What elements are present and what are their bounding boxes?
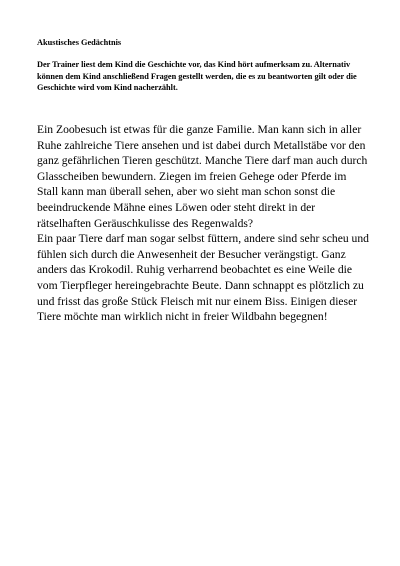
story-text	[37, 122, 369, 325]
story-paragraph: Ein paar Tiere darf man sogar selbst füttern, andere sind sehr scheu und fühlen sich durch die Anwesenheit der Besucher verängstigt. Ganz anders das Krokodil. Ruhig verharrend beobachtet es eine Weile die vom Tierpfleger hereingebrachte Beute. Dann schnappt es plötzlich zu und frisst das große Stück Fleisch mit nur einem Biss. Einigen dieser Tiere möchte man wirklich nicht in freier Wildbahn begegnen!	[37, 232, 369, 324]
document-heading: Akustisches Gedächtnis	[37, 38, 122, 47]
trainer-instructions: Der Trainer liest dem Kind die Geschichte vor, das Kind hört aufmerksam zu. Alternativ können dem Kind anschließend Fragen gestellt werden, die es zu beantworten gilt oder die Geschichte wird vom Kind nacherzählt.	[37, 60, 357, 92]
story-paragraph: Ein Zoobesuch ist etwas für die ganze Familie. Man kann sich in aller Ruhe zahlreiche Tiere ansehen und ist dabei durch Metallstäbe vor den ganz gefährlichen Tieren geschützt. Manche Tiere darf man auch durch Glasscheiben bewundern. Ziegen im freien Gehege oder Pferde im Stall kann man überall sehen, aber wo sieht man schon sonst die beeindruckende Mähne eines Löwen oder steht direkt in der rätselhaften Geräuschkulisse des Regenwalds?	[37, 123, 368, 230]
